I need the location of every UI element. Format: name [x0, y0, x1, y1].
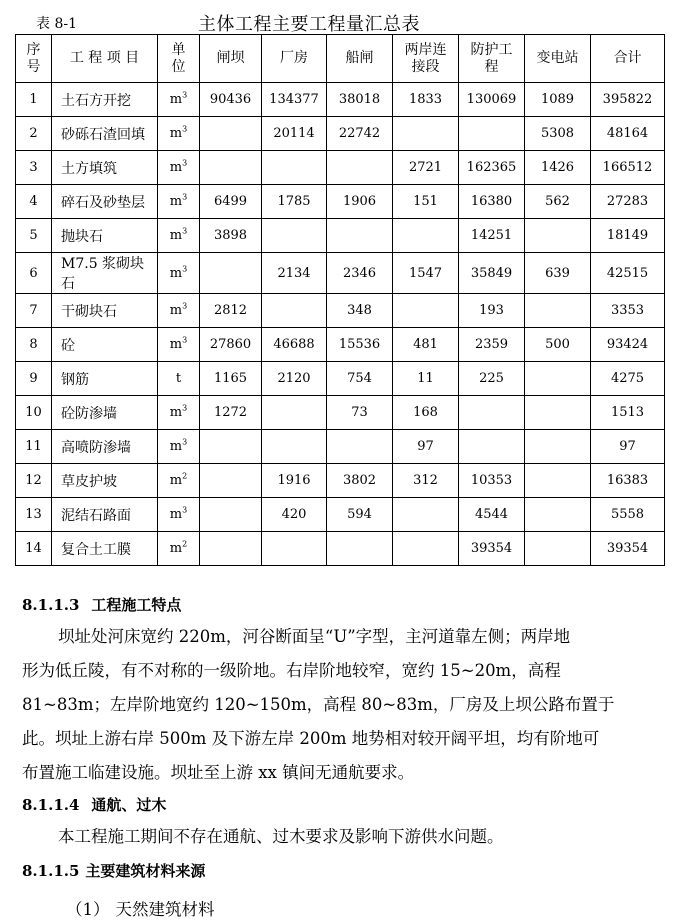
- section-heading-8-1-1-5: [22, 860, 205, 881]
- section-paragraph-8-1-1-3: [22, 620, 642, 654]
- row-unit: [158, 396, 200, 430]
- row-item-name: 砼防渗墙: [52, 396, 158, 430]
- cell-c3: 2346: [327, 253, 393, 294]
- cell-c4: 481: [393, 328, 459, 362]
- row-number: 12: [16, 464, 52, 498]
- cell-c6: 5308: [525, 117, 591, 151]
- cell-c4: [393, 117, 459, 151]
- cell-c2: 1916: [262, 464, 327, 498]
- cell-c5: 35849: [459, 253, 525, 294]
- cell-c6: 500: [525, 328, 591, 362]
- unit-exponent: 3: [182, 158, 188, 168]
- cell-c2: 2134: [262, 253, 327, 294]
- cell-c5: 14251: [459, 219, 525, 253]
- row-unit: [158, 532, 200, 566]
- cell-c5: [459, 396, 525, 430]
- header-item: 工 程 项 目: [52, 35, 158, 83]
- cell-c2: [262, 219, 327, 253]
- row-unit: [158, 464, 200, 498]
- unit-exponent: 2: [182, 471, 188, 481]
- row-item-name: 钢筋: [52, 362, 158, 396]
- cell-c1: 3898: [200, 219, 262, 253]
- cell-c5: 162365: [459, 151, 525, 185]
- cell-c3: 22742: [327, 117, 393, 151]
- cell-c1: 1165: [200, 362, 262, 396]
- cell-c2: [262, 151, 327, 185]
- paragraph-line: 此。坝址上游右岸 500m 及下游左岸 200m 地势相对较开阔平坦，均有阶地可: [22, 729, 600, 748]
- cell-c1: 1272: [200, 396, 262, 430]
- cell-c1: [200, 464, 262, 498]
- cell-c5: [459, 117, 525, 151]
- table-row: [16, 498, 665, 532]
- cell-c5: 2359: [459, 328, 525, 362]
- row-unit: [158, 117, 200, 151]
- cell-total: 16383: [591, 464, 665, 498]
- row-unit: [158, 185, 200, 219]
- section-paragraph-line-3: [22, 688, 642, 722]
- cell-c3: 3802: [327, 464, 393, 498]
- table-label: 表 8-1: [36, 16, 77, 32]
- unit-base: m: [169, 507, 183, 522]
- cell-total: 48164: [591, 117, 665, 151]
- table-row: [16, 532, 665, 566]
- cell-c3: [327, 151, 393, 185]
- unit-base: t: [175, 371, 182, 386]
- cell-c1: [200, 430, 262, 464]
- row-item-name: 土方填筑: [52, 151, 158, 185]
- unit-exponent: 3: [182, 192, 188, 202]
- cell-c6: 562: [525, 185, 591, 219]
- row-number: 1: [16, 83, 52, 117]
- cell-c6: [525, 362, 591, 396]
- table-row: [16, 396, 665, 430]
- cell-c3: 15536: [327, 328, 393, 362]
- cell-c1: [200, 532, 262, 566]
- cell-c3: 348: [327, 294, 393, 328]
- cell-c4: 97: [393, 430, 459, 464]
- row-unit: [158, 83, 200, 117]
- cell-c1: 2812: [200, 294, 262, 328]
- section-title: 主要建筑材料来源: [85, 862, 206, 880]
- unit-exponent: 3: [182, 403, 188, 413]
- cell-c1: [200, 117, 262, 151]
- unit-base: m: [169, 160, 183, 175]
- section-heading-8-1-1-3: [22, 594, 181, 615]
- cell-c6: [525, 294, 591, 328]
- cell-c1: [200, 151, 262, 185]
- cell-total: 93424: [591, 328, 665, 362]
- row-item-name: 碎石及砂垫层: [52, 185, 158, 219]
- unit-base: m: [169, 337, 183, 352]
- header-powerhouse: 厂房: [262, 35, 327, 83]
- section-paragraph-8-1-1-4: 本工程施工期间不存在通航、过木要求及影响下游供水问题。: [58, 827, 504, 846]
- cell-c3: 38018: [327, 83, 393, 117]
- table-row: [16, 185, 665, 219]
- table-row: [16, 83, 665, 117]
- cell-c4: 2721: [393, 151, 459, 185]
- unit-exponent: 2: [182, 539, 188, 549]
- cell-c6: 1089: [525, 83, 591, 117]
- unit-base: m: [169, 473, 183, 488]
- row-item-name: 草皮护坡: [52, 464, 158, 498]
- cell-c5: 193: [459, 294, 525, 328]
- unit-base: m: [169, 303, 183, 318]
- header-ship-lock: 船闸: [327, 35, 393, 83]
- table-row: [16, 219, 665, 253]
- cell-c2: 2120: [262, 362, 327, 396]
- cell-c4: [393, 532, 459, 566]
- unit-base: m: [169, 541, 183, 556]
- cell-c3: 754: [327, 362, 393, 396]
- row-number: 3: [16, 151, 52, 185]
- cell-c4: 168: [393, 396, 459, 430]
- row-item-name: 泥结石路面: [52, 498, 158, 532]
- cell-total: 42515: [591, 253, 665, 294]
- cell-total: 18149: [591, 219, 665, 253]
- cell-c4: 1833: [393, 83, 459, 117]
- cell-total: 27283: [591, 185, 665, 219]
- row-number: 6: [16, 253, 52, 294]
- row-unit: [158, 151, 200, 185]
- row-number: 10: [16, 396, 52, 430]
- table-title: 主体工程主要工程量汇总表: [198, 14, 420, 35]
- row-number: 13: [16, 498, 52, 532]
- unit-base: m: [169, 405, 183, 420]
- cell-c4: [393, 294, 459, 328]
- section-paragraph-line-2: [22, 654, 642, 688]
- table-row: [16, 117, 665, 151]
- row-item-name: 砂砾石渣回填: [52, 117, 158, 151]
- cell-c3: 594: [327, 498, 393, 532]
- unit-exponent: 3: [182, 124, 188, 134]
- cell-total: 39354: [591, 532, 665, 566]
- cell-c6: [525, 219, 591, 253]
- section-title: 工程施工特点: [91, 596, 182, 614]
- cell-c5: 39354: [459, 532, 525, 566]
- table-row: [16, 253, 665, 294]
- unit-exponent: 3: [182, 437, 188, 447]
- cell-c3: [327, 430, 393, 464]
- cell-total: 3353: [591, 294, 665, 328]
- header-unit: 单位: [158, 35, 200, 83]
- table-row: [16, 362, 665, 396]
- cell-c5: 4544: [459, 498, 525, 532]
- cell-c1: 6499: [200, 185, 262, 219]
- paragraph-line: 坝址处河床宽约 220m，河谷断面呈“U”字型，主河道靠左侧；两岸地: [58, 627, 571, 646]
- cell-c6: [525, 532, 591, 566]
- cell-c4: 151: [393, 185, 459, 219]
- cell-c2: 420: [262, 498, 327, 532]
- cell-c6: [525, 498, 591, 532]
- cell-c1: [200, 498, 262, 532]
- cell-c5: 16380: [459, 185, 525, 219]
- row-unit: [158, 362, 200, 396]
- section-number: 8.1.1.4: [22, 796, 80, 814]
- row-unit: [158, 328, 200, 362]
- header-bank-connection: 两岸连接段: [393, 35, 459, 83]
- cell-total: 5558: [591, 498, 665, 532]
- section-number: 8.1.1.3: [22, 596, 80, 614]
- section-number: 8.1.1.5: [22, 862, 80, 880]
- unit-base: m: [169, 439, 183, 454]
- header-protection-works: 防护工程: [459, 35, 525, 83]
- cell-c6: [525, 430, 591, 464]
- cell-c4: 1547: [393, 253, 459, 294]
- row-unit: [158, 498, 200, 532]
- cell-c4: 11: [393, 362, 459, 396]
- unit-base: m: [169, 126, 183, 141]
- quantities-table: [15, 34, 665, 566]
- row-item-name: 砼: [52, 328, 158, 362]
- cell-c4: 312: [393, 464, 459, 498]
- row-number: 4: [16, 185, 52, 219]
- cell-c6: [525, 396, 591, 430]
- row-number: 7: [16, 294, 52, 328]
- row-item-name: 干砌块石: [52, 294, 158, 328]
- unit-exponent: 3: [182, 90, 188, 100]
- cell-c2: [262, 532, 327, 566]
- header-sluice-dam: 闸坝: [200, 35, 262, 83]
- cell-total: 395822: [591, 83, 665, 117]
- cell-c1: [200, 253, 262, 294]
- paragraph-line: 形为低丘陵，有不对称的一级阶地。右岸阶地较窄，宽约 15~20m，高程: [22, 661, 561, 680]
- cell-c2: 134377: [262, 83, 327, 117]
- unit-exponent: 3: [182, 335, 188, 345]
- cell-c3: 73: [327, 396, 393, 430]
- cell-c6: 639: [525, 253, 591, 294]
- cell-c6: 1426: [525, 151, 591, 185]
- row-item-name: 抛块石: [52, 219, 158, 253]
- table-row: [16, 328, 665, 362]
- row-item-name: 复合土工膜: [52, 532, 158, 566]
- cell-c4: [393, 219, 459, 253]
- cell-c1: 27860: [200, 328, 262, 362]
- unit-base: m: [169, 92, 183, 107]
- cell-c6: [525, 464, 591, 498]
- cell-total: 4275: [591, 362, 665, 396]
- table-header-row: [16, 35, 665, 83]
- row-item-name: 土石方开挖: [52, 83, 158, 117]
- cell-c2: 1785: [262, 185, 327, 219]
- row-number: 9: [16, 362, 52, 396]
- cell-c2: [262, 294, 327, 328]
- table-row: [16, 464, 665, 498]
- row-number: 5: [16, 219, 52, 253]
- row-item-name: M7.5 浆砌块石: [52, 253, 158, 294]
- row-number: 8: [16, 328, 52, 362]
- row-unit: [158, 430, 200, 464]
- cell-total: 1513: [591, 396, 665, 430]
- row-item-name: 高喷防渗墙: [52, 430, 158, 464]
- row-number: 14: [16, 532, 52, 566]
- subitem-marker: （1）: [66, 900, 110, 919]
- row-number: 2: [16, 117, 52, 151]
- section-heading-8-1-1-4: [22, 794, 166, 815]
- cell-total: 166512: [591, 151, 665, 185]
- section-title: 通航、过木: [91, 796, 167, 814]
- cell-c5: 225: [459, 362, 525, 396]
- cell-c5: 10353: [459, 464, 525, 498]
- unit-exponent: 3: [182, 226, 188, 236]
- section-paragraph-line-5: [22, 756, 642, 790]
- cell-c2: [262, 396, 327, 430]
- subitem-text: 天然建筑材料: [115, 900, 215, 919]
- unit-base: m: [169, 265, 183, 281]
- section-paragraph-line-4: [22, 722, 642, 756]
- unit-exponent: 3: [182, 301, 188, 311]
- row-unit: [158, 219, 200, 253]
- row-unit: [158, 253, 200, 294]
- cell-c3: [327, 532, 393, 566]
- cell-c3: [327, 219, 393, 253]
- row-number: 11: [16, 430, 52, 464]
- table-row: [16, 151, 665, 185]
- cell-c1: 90436: [200, 83, 262, 117]
- paragraph-line: 布置施工临建设施。坝址至上游 xx 镇间无通航要求。: [22, 763, 415, 782]
- cell-c2: 46688: [262, 328, 327, 362]
- unit-base: m: [169, 194, 183, 209]
- unit-base: m: [169, 228, 183, 243]
- subitem-natural-materials: [66, 896, 215, 920]
- table-row: [16, 294, 665, 328]
- row-unit: [158, 294, 200, 328]
- cell-c3: 1906: [327, 185, 393, 219]
- cell-c2: [262, 430, 327, 464]
- paragraph-line: 81~83m；左岸阶地宽约 120~150m，高程 80~83m，厂房及上坝公路布置于: [22, 695, 615, 714]
- header-no: 序号: [16, 35, 52, 83]
- cell-total: 97: [591, 430, 665, 464]
- unit-exponent: 3: [182, 505, 188, 515]
- cell-c5: [459, 430, 525, 464]
- header-total: 合计: [591, 35, 665, 83]
- table-row: [16, 430, 665, 464]
- header-substation: 变电站: [525, 35, 591, 83]
- unit-exponent: 3: [182, 264, 188, 274]
- cell-c2: 20114: [262, 117, 327, 151]
- cell-c5: 130069: [459, 83, 525, 117]
- cell-c4: [393, 498, 459, 532]
